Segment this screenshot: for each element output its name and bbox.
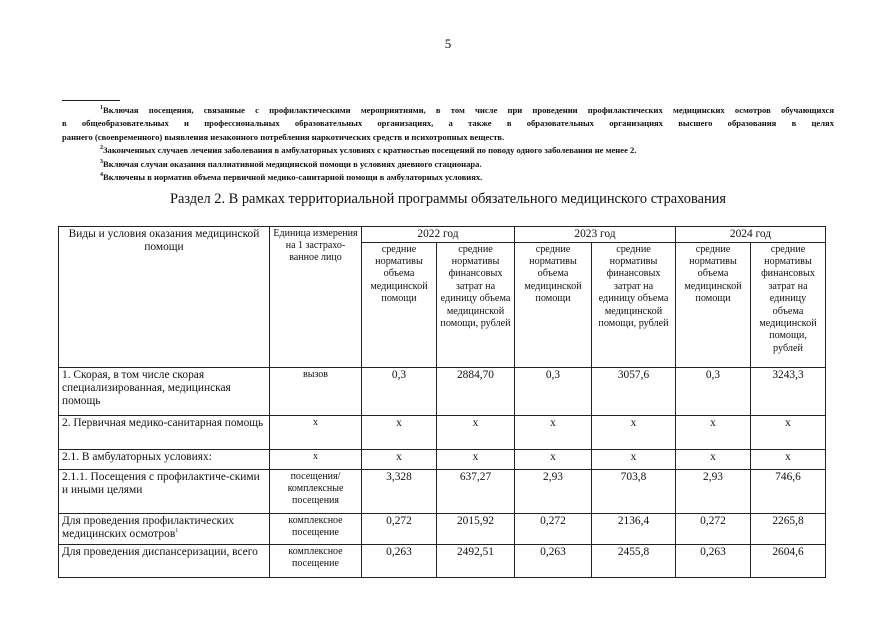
row-value: х bbox=[676, 415, 751, 449]
row-value: 0,272 bbox=[362, 513, 437, 544]
row-value: 703,8 bbox=[592, 469, 676, 513]
row-value: 0,272 bbox=[515, 513, 592, 544]
header-year-2024: 2024 год bbox=[676, 227, 826, 243]
row-value: 2136,4 bbox=[592, 513, 676, 544]
row-label: 1. Скорая, в том числе скорая специализированная, медицинская помощь bbox=[59, 367, 270, 415]
row-value: 746,6 bbox=[751, 469, 826, 513]
header-cost-2024: средние нормативы финансовых затрат на единицу объема медицинской помощи, рублей bbox=[751, 242, 826, 367]
header-volume-2023: средние нормативы объема медицинской помощи bbox=[515, 242, 592, 367]
row-label: Для проведения диспансеризации, всего bbox=[59, 544, 270, 577]
row-value: 0,3 bbox=[676, 367, 751, 415]
row-value: х bbox=[751, 449, 826, 469]
row-value: 2,93 bbox=[515, 469, 592, 513]
footnote-4: $^4$Включены в норматив объема первичной медико-санитарной помощи в амбулаторных условиях. bbox=[100, 172, 483, 183]
row-value: 0,3 bbox=[515, 367, 592, 415]
row-value: х bbox=[437, 415, 515, 449]
row-value: 2015,92 bbox=[437, 513, 515, 544]
row-unit: комплексное посещение bbox=[270, 544, 362, 577]
header-volume-2022: средние нормативы объема медицинской помощи bbox=[362, 242, 437, 367]
row-value: 3243,3 bbox=[751, 367, 826, 415]
row-unit: комплексное посещение bbox=[270, 513, 362, 544]
row-value: х bbox=[437, 449, 515, 469]
table-row bbox=[59, 449, 826, 469]
row-label: 2. Первичная медико-санитарная помощь bbox=[59, 415, 270, 449]
row-unit: вызов bbox=[270, 367, 362, 415]
footnote-divider bbox=[62, 100, 120, 101]
header-unit: Единица измерения на 1 застрахо-ванное лицо bbox=[270, 227, 362, 368]
footnote-2: $^2$Законченных случаев лечения заболевания в амбулаторных условиях с кратностью посещений по поводу одного заболевания не менее 2. bbox=[100, 145, 637, 156]
row-unit: х bbox=[270, 415, 362, 449]
table-row bbox=[59, 415, 826, 449]
row-value: х bbox=[515, 415, 592, 449]
footnotes bbox=[62, 104, 834, 184]
row-unit: х bbox=[270, 449, 362, 469]
table-row bbox=[59, 544, 826, 577]
header-cost-2022: средние нормативы финансовых затрат на единицу объема медицинской помощи, рублей bbox=[437, 242, 515, 367]
row-value: х bbox=[592, 415, 676, 449]
footnote-3: $^3$Включая случаи оказания паллиативной медицинской помощи в условиях дневного стационара. bbox=[100, 158, 482, 169]
row-value: 2604,6 bbox=[751, 544, 826, 577]
row-value: 637,27 bbox=[437, 469, 515, 513]
row-label: 2.1.1. Посещения с профилактиче-скими и иными целями bbox=[59, 469, 270, 513]
table-row bbox=[59, 469, 826, 513]
row-value: 2455,8 bbox=[592, 544, 676, 577]
row-value: х bbox=[515, 449, 592, 469]
table-row bbox=[59, 367, 826, 415]
table-row bbox=[59, 513, 826, 544]
footnote-1-line-2: в общеобразовательных и профессиональных образовательных организациях, а также в образовательных организациях высшего образования в целях bbox=[62, 118, 834, 129]
header-year-2022: 2022 год bbox=[362, 227, 515, 243]
header-year-2023: 2023 год bbox=[515, 227, 676, 243]
row-unit: посещения/ комплексные посещения bbox=[270, 469, 362, 513]
header-types: Виды и условия оказания медицинской помощи bbox=[59, 227, 270, 368]
row-value: х bbox=[751, 415, 826, 449]
row-value: 0,263 bbox=[676, 544, 751, 577]
footnote-1-line-3: раннего (своевременного) выявления незаконного потребления наркотических средств и психотропных веществ. bbox=[62, 131, 505, 142]
footnote-ref: 1 bbox=[175, 528, 179, 535]
row-value: х bbox=[362, 449, 437, 469]
row-value: х bbox=[676, 449, 751, 469]
row-value: 0,3 bbox=[362, 367, 437, 415]
row-value: х bbox=[362, 415, 437, 449]
section-title: Раздел 2. В рамках территориальной программы обязательного медицинского страхования bbox=[169, 191, 727, 207]
row-value: 0,263 bbox=[515, 544, 592, 577]
norms-table bbox=[58, 226, 826, 578]
row-label: Для проведения профилактических медицинских осмотров$^1$ bbox=[59, 513, 270, 544]
row-value: 2,93 bbox=[676, 469, 751, 513]
footnote-1-line-1: $^1$Включая посещения, связанные с профилактическими мероприятиями, в том числе при проведении профилактических медицинских осмотров обучающихся bbox=[100, 105, 834, 115]
row-value: 2884,70 bbox=[437, 367, 515, 415]
header-cost-2023: средние нормативы финансовых затрат на единицу объема медицинской помощи, рублей bbox=[592, 242, 676, 367]
header-volume-2024: средние нормативы объема медицинской помощи bbox=[676, 242, 751, 367]
row-value: 2265,8 bbox=[751, 513, 826, 544]
row-value: 2492,51 bbox=[437, 544, 515, 577]
row-value: х bbox=[592, 449, 676, 469]
row-value: 0,272 bbox=[676, 513, 751, 544]
row-value: 3057,6 bbox=[592, 367, 676, 415]
row-label: 2.1. В амбулаторных условиях: bbox=[59, 449, 270, 469]
page-number: 5 bbox=[444, 36, 452, 51]
row-value: 3,328 bbox=[362, 469, 437, 513]
row-value: 0,263 bbox=[362, 544, 437, 577]
